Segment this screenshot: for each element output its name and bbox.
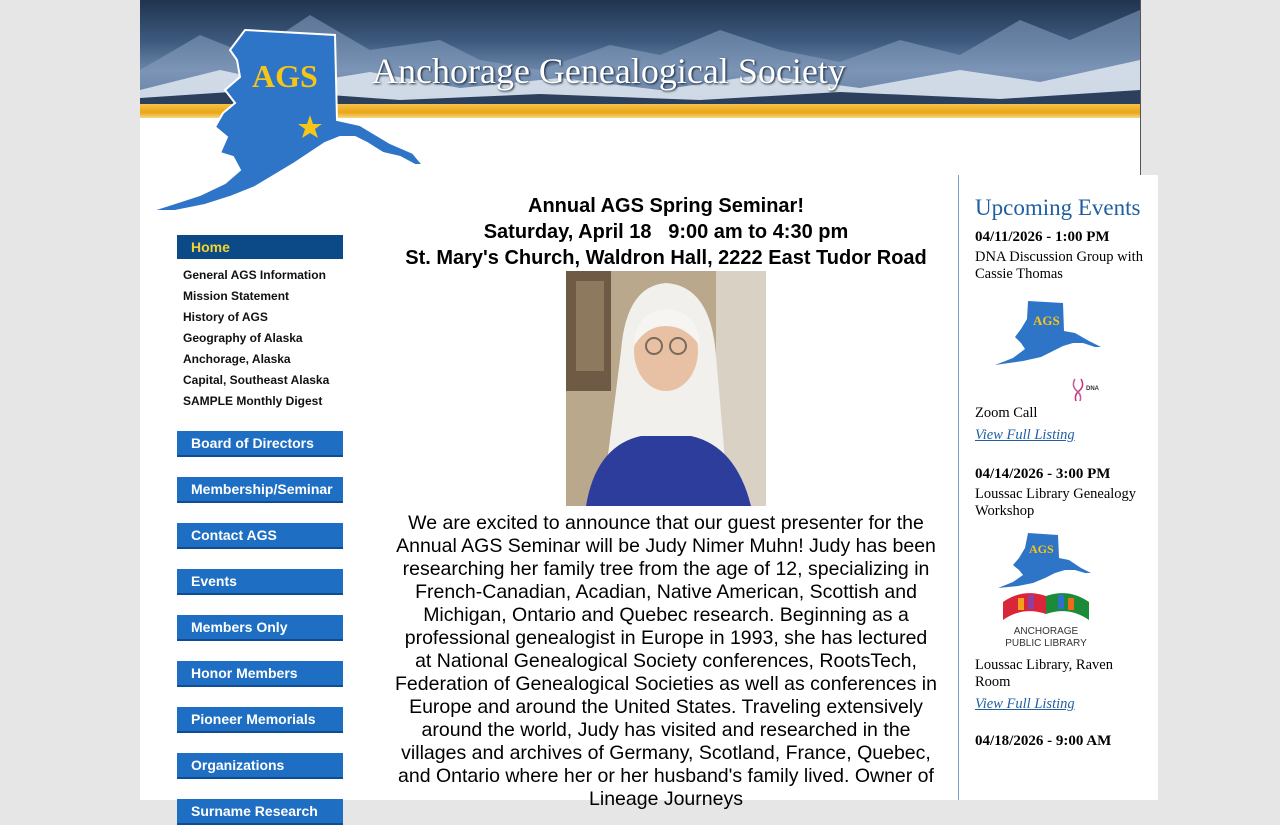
event-date: 04/14/2026 - 3:00 PM: [975, 466, 1111, 482]
svg-text:DNA: DNA: [1086, 386, 1099, 392]
dna-event-image: [983, 291, 1113, 401]
event-title: DNA Discussion Group with Cassie Thomas: [975, 249, 1143, 282]
nav-pioneer-memorials[interactable]: Pioneer Memorials: [177, 707, 343, 733]
seminar-description: We are excited to announce that our guest presenter for the Annual AGS Seminar will be Judy Nimer Muhn! Judy has been researching her family tree from the age of 12, specializing in French-Canadian, Acadian, Native American, Scottish and Michigan, Ontario and Quebec research. Beginning as a professional genealogist in Europe in 1993, she has lectured at National Genealogical Society conferences, RootsTech, Federation of Genealogical Societies as well as conferences in Europe and around the United States. Traveling extensively around the world, Judy has visited and researched in the villages and archives of Germany, Scotland, France, Quebec, and Ontario where her or her husband's family lived. Owner of Lineage Journeys: [395, 512, 937, 810]
event-date: 04/18/2026 - 9:00 AM: [975, 733, 1112, 749]
alaska-map-logo[interactable]: [145, 25, 435, 215]
page-container: [140, 0, 1143, 819]
library-book-icon: [1003, 593, 1089, 620]
view-full-listing-link[interactable]: View Full Listing: [975, 696, 1075, 712]
svg-text:AGS: AGS: [1033, 313, 1060, 328]
event-location: Loussac Library, Raven Room: [975, 657, 1113, 690]
subnav-general-info[interactable]: General AGS Information: [183, 268, 326, 282]
subnav-anchorage[interactable]: Anchorage, Alaska: [183, 352, 291, 366]
nav-honor-members[interactable]: Honor Members: [177, 661, 343, 687]
svg-text:PUBLIC LIBRARY: PUBLIC LIBRARY: [1005, 638, 1087, 649]
view-full-listing-link[interactable]: View Full Listing: [975, 427, 1075, 443]
event-date: 04/11/2026 - 1:00 PM: [975, 229, 1110, 245]
seminar-location: St. Mary's Church, Waldron Hall, 2222 East Tudor Road: [405, 247, 927, 269]
nav-members-only[interactable]: Members Only: [177, 615, 343, 641]
subnav-sample-digest[interactable]: SAMPLE Monthly Digest: [183, 394, 323, 408]
home-submenu: [177, 265, 343, 412]
left-navigation: [177, 235, 343, 825]
event-item: [975, 229, 1145, 444]
nav-events[interactable]: Events: [177, 569, 343, 595]
nav-organizations[interactable]: Organizations: [177, 753, 343, 779]
presenter-portrait: [566, 271, 766, 506]
library-event-image: [983, 528, 1113, 653]
subnav-capital[interactable]: Capital, Southeast Alaska: [183, 373, 330, 387]
nav-board-of-directors[interactable]: Board of Directors: [177, 431, 343, 457]
nav-home[interactable]: Home: [177, 235, 343, 259]
svg-text:AGS: AGS: [1029, 542, 1054, 556]
page-edge: [1140, 0, 1141, 175]
presenter-photo: [566, 271, 766, 506]
event-title: Loussac Library Genealogy Workshop: [975, 486, 1137, 519]
subnav-history[interactable]: History of AGS: [183, 310, 268, 324]
event-item: [975, 466, 1145, 713]
nav-membership-seminar[interactable]: Membership/Seminar: [177, 477, 343, 503]
nav-contact[interactable]: Contact AGS: [177, 523, 343, 549]
upcoming-events-sidebar: [958, 175, 1158, 800]
seminar-date: Saturday, April 18 9:00 am to 4:30 pm: [483, 221, 849, 243]
subnav-mission-statement[interactable]: Mission Statement: [183, 289, 290, 303]
nav-surname-research[interactable]: Surname Research: [177, 799, 343, 825]
site-title: Anchorage Genealogical Society: [372, 51, 846, 91]
seminar-heading: Annual AGS Spring Seminar!: [528, 195, 804, 217]
svg-text:ANCHORAGE: ANCHORAGE: [1013, 626, 1079, 637]
event-location: Zoom Call: [975, 405, 1038, 421]
event-item: [975, 733, 1145, 750]
logo-text: AGS: [252, 58, 318, 94]
subnav-geography[interactable]: Geography of Alaska: [183, 331, 303, 345]
main-content: [395, 193, 937, 811]
sidebar-title: Upcoming Events: [975, 195, 1141, 220]
